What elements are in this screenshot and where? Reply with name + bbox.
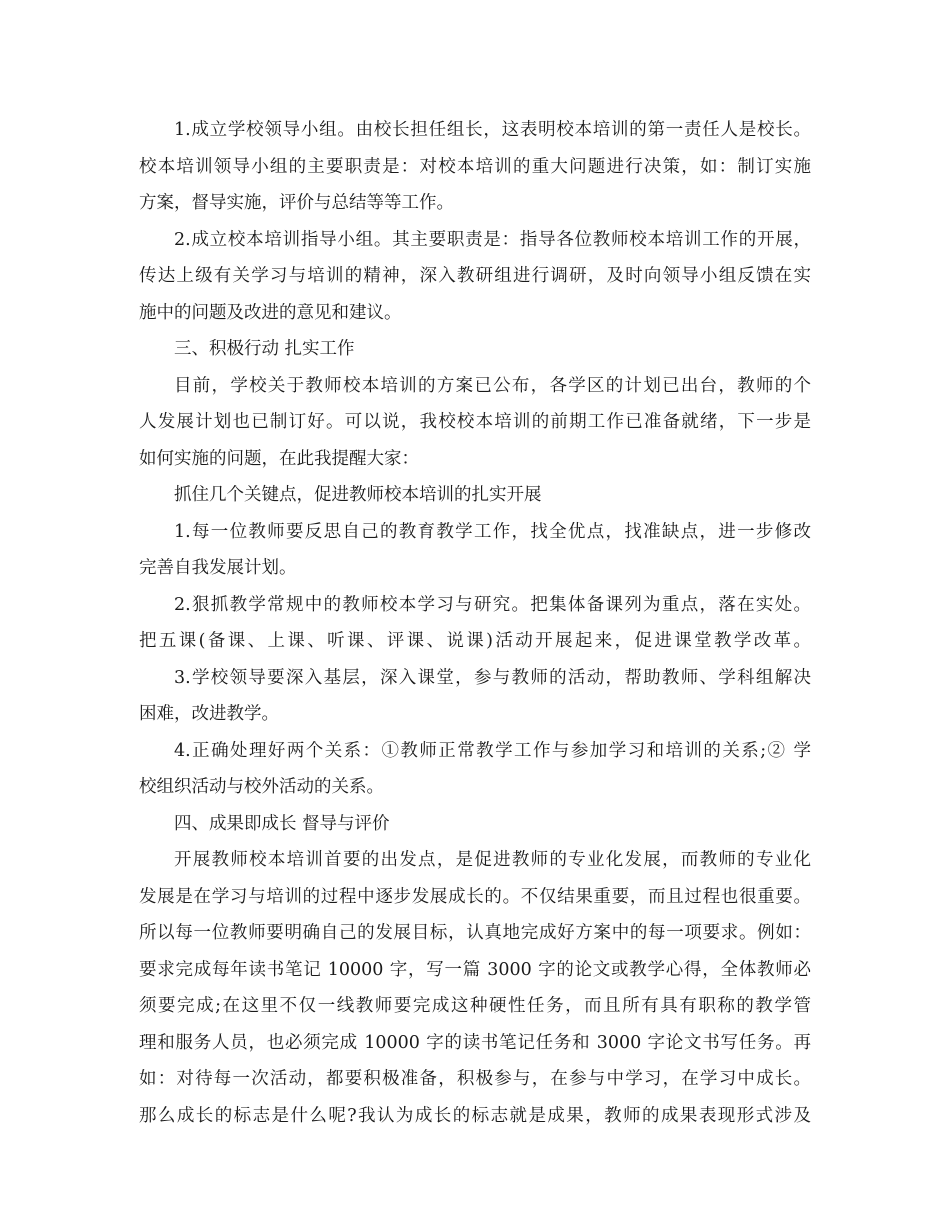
text-line: 把五课(备课、上课、听课、评课、说课)活动开展起来，促进课堂教学改革。	[139, 631, 811, 651]
text-line: 校本培训领导小组的主要职责是：对校本培训的重大问题进行决策，如：制订实施	[139, 156, 811, 177]
text-line: 传达上级有关学习与培训的精神，深入教研组进行调研，及时向领导小组反馈在实	[139, 266, 811, 286]
text-line: 发展是在学习与培训的过程中逐步发展成长的。不仅结果重要，而且过程也很重要。	[139, 886, 811, 907]
text-line: 三、积极行动 扎实工作	[174, 339, 355, 359]
text-line: 2.狠抓教学常规中的教师校本学习与研究。把集体备课列为重点，落在实处。	[174, 594, 811, 615]
text-line: 要求完成每年读书笔记 10000 字，写一篇 3000 字的论文或教学心得，全体教师必	[139, 959, 811, 980]
text-line: 理和服务人员，也必须完成 10000 字的读书笔记任务和 3000 字论文书写任务。再	[139, 1032, 811, 1053]
text-line: 1.每一位教师要反思自己的教育教学工作，找全优点，找准缺点，进一步修改	[174, 521, 811, 542]
text-line: 四、成果即成长 督导与评价	[174, 813, 390, 834]
text-line: 开展教师校本培训首要的出发点，是促进教师的专业化发展，而教师的专业化	[174, 850, 811, 870]
text-line: 人发展计划也已制订好。可以说，我校校本培训的前期工作已准备就绪，下一步是	[139, 412, 811, 432]
text-line: 2.成立校本培训指导小组。其主要职责是：指导各位教师校本培训工作的开展，	[174, 229, 811, 250]
text-line: 方案，督导实施，评价与总结等等工作。	[139, 193, 454, 213]
text-line: 完善自我发展计划。	[139, 558, 297, 578]
text-line: 如何实施的问题，在此我提醒大家：	[139, 448, 419, 469]
text-line: 须要完成;在这里不仅一线教师要完成这种硬性任务，而且所有具有职称的教学管	[139, 996, 811, 1016]
text-line: 困难，改进教学。	[139, 704, 279, 724]
document-page	[139, 112, 811, 1134]
text-line: 4.正确处理好两个关系：①教师正常教学工作与参加学习和培训的关系;② 学	[174, 740, 811, 761]
text-line: 目前，学校关于教师校本培训的方案已公布，各学区的计划已出台，教师的个	[174, 375, 811, 396]
text-line: 1.成立学校领导小组。由校长担任组长，这表明校本培训的第一责任人是校长。	[174, 120, 811, 140]
text-line: 3.学校领导要深入基层，深入课堂，参与教师的活动，帮助教师、学科组解决	[174, 667, 811, 688]
text-line: 如：对待每一次活动，都要积极准备，积极参与，在参与中学习，在学习中成长。	[139, 1069, 811, 1089]
text-line: 那么成长的标志是什么呢?我认为成长的标志就是成果，教师的成果表现形式涉及	[139, 1105, 811, 1126]
text-line: 施中的问题及改进的意见和建议。	[139, 302, 402, 323]
text-line: 校组织活动与校外活动的关系。	[139, 777, 384, 797]
text-line: 抓住几个关键点，促进教师校本培训的扎实开展	[174, 485, 542, 505]
text-line: 所以每一位教师要明确自己的发展目标，认真地完成好方案中的每一项要求。例如：	[139, 923, 811, 943]
